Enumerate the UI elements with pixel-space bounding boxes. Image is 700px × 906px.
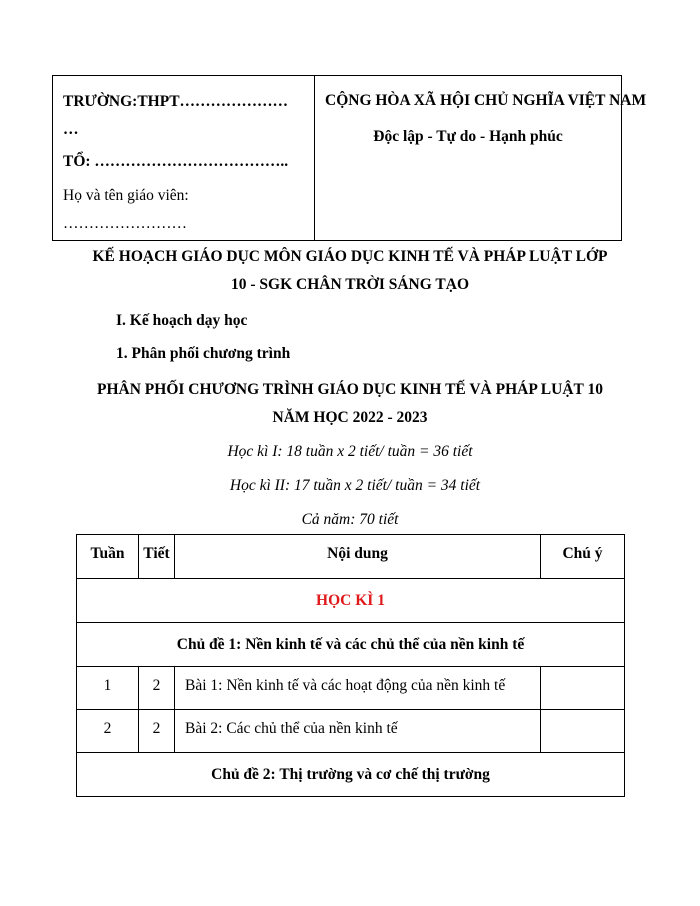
country-name: CỘNG HÒA XÃ HỘI CHỦ NGHĨA VIỆT NAM: [325, 92, 647, 109]
cell-note: [541, 667, 625, 710]
header-table: [52, 75, 647, 241]
col-header-content: Nội dung: [175, 535, 541, 579]
year-total-periods: Cả năm: 70 tiết: [301, 511, 399, 528]
col-header-period: Tiết: [139, 535, 175, 579]
teacher-label: Họ và tên giáo viên:: [63, 187, 189, 204]
program-title: PHÂN PHỐI CHƯƠNG TRÌNH GIÁO DỤC KINH TẾ VÀ PHÁP LUẬT 10: [97, 381, 603, 398]
school-info-cell: [53, 76, 315, 240]
table-header-row: [77, 535, 625, 579]
national-motto-cell: [315, 76, 647, 240]
national-motto: Độc lập - Tự do - Hạnh phúc: [373, 128, 563, 145]
topic-row: [77, 623, 625, 667]
topic-heading: Chủ đề 2: Thị trường và cơ chế thị trường: [77, 753, 625, 797]
topic-row: [77, 753, 625, 797]
table-row: [77, 667, 625, 710]
term1-periods: Học kì I: 18 tuần x 2 tiết/ tuần = 36 tiết: [227, 443, 473, 460]
table-row: [77, 710, 625, 753]
term2-periods: Học kì II: 17 tuần x 2 tiết/ tuần = 34 tiết: [229, 477, 481, 494]
topic-heading: Chủ đề 1: Nền kinh tế và các chủ thể của nền kinh tế: [77, 623, 625, 667]
program-table: [76, 534, 625, 797]
school-year: NĂM HỌC 2022 - 2023: [272, 409, 428, 426]
col-header-note: Chú ý: [541, 535, 625, 579]
cell-periods: 2: [139, 710, 175, 753]
doc-title-line1: KẾ HOẠCH GIÁO DỤC MÔN GIÁO DỤC KINH TẾ VÀ PHÁP LUẬT LỚP: [92, 248, 608, 265]
school-label: TRƯỜNG:THPT…………………: [63, 93, 289, 110]
semester-heading: HỌC KÌ 1: [77, 579, 625, 623]
cell-week: 1: [77, 667, 139, 710]
cell-note: [541, 710, 625, 753]
subsection-heading: 1. Phân phối chương trình: [116, 345, 291, 362]
doc-title-line2: 10 - SGK CHÂN TRỜI SÁNG TẠO: [231, 276, 469, 293]
semester-row: [77, 579, 625, 623]
cell-content: Bài 2: Các chủ thể của nền kinh tế: [175, 710, 541, 753]
teacher-dots: ……………………: [63, 215, 187, 232]
section-heading: I. Kế hoạch dạy học: [116, 312, 248, 329]
department-label: TỔ: ………………………………..: [63, 153, 289, 170]
col-header-week: Tuần: [77, 535, 139, 579]
cell-content: Bài 1: Nền kinh tế và các hoạt động của nền kinh tế: [175, 667, 541, 710]
cell-periods: 2: [139, 667, 175, 710]
school-label-cont: …: [63, 121, 79, 138]
cell-week: 2: [77, 710, 139, 753]
